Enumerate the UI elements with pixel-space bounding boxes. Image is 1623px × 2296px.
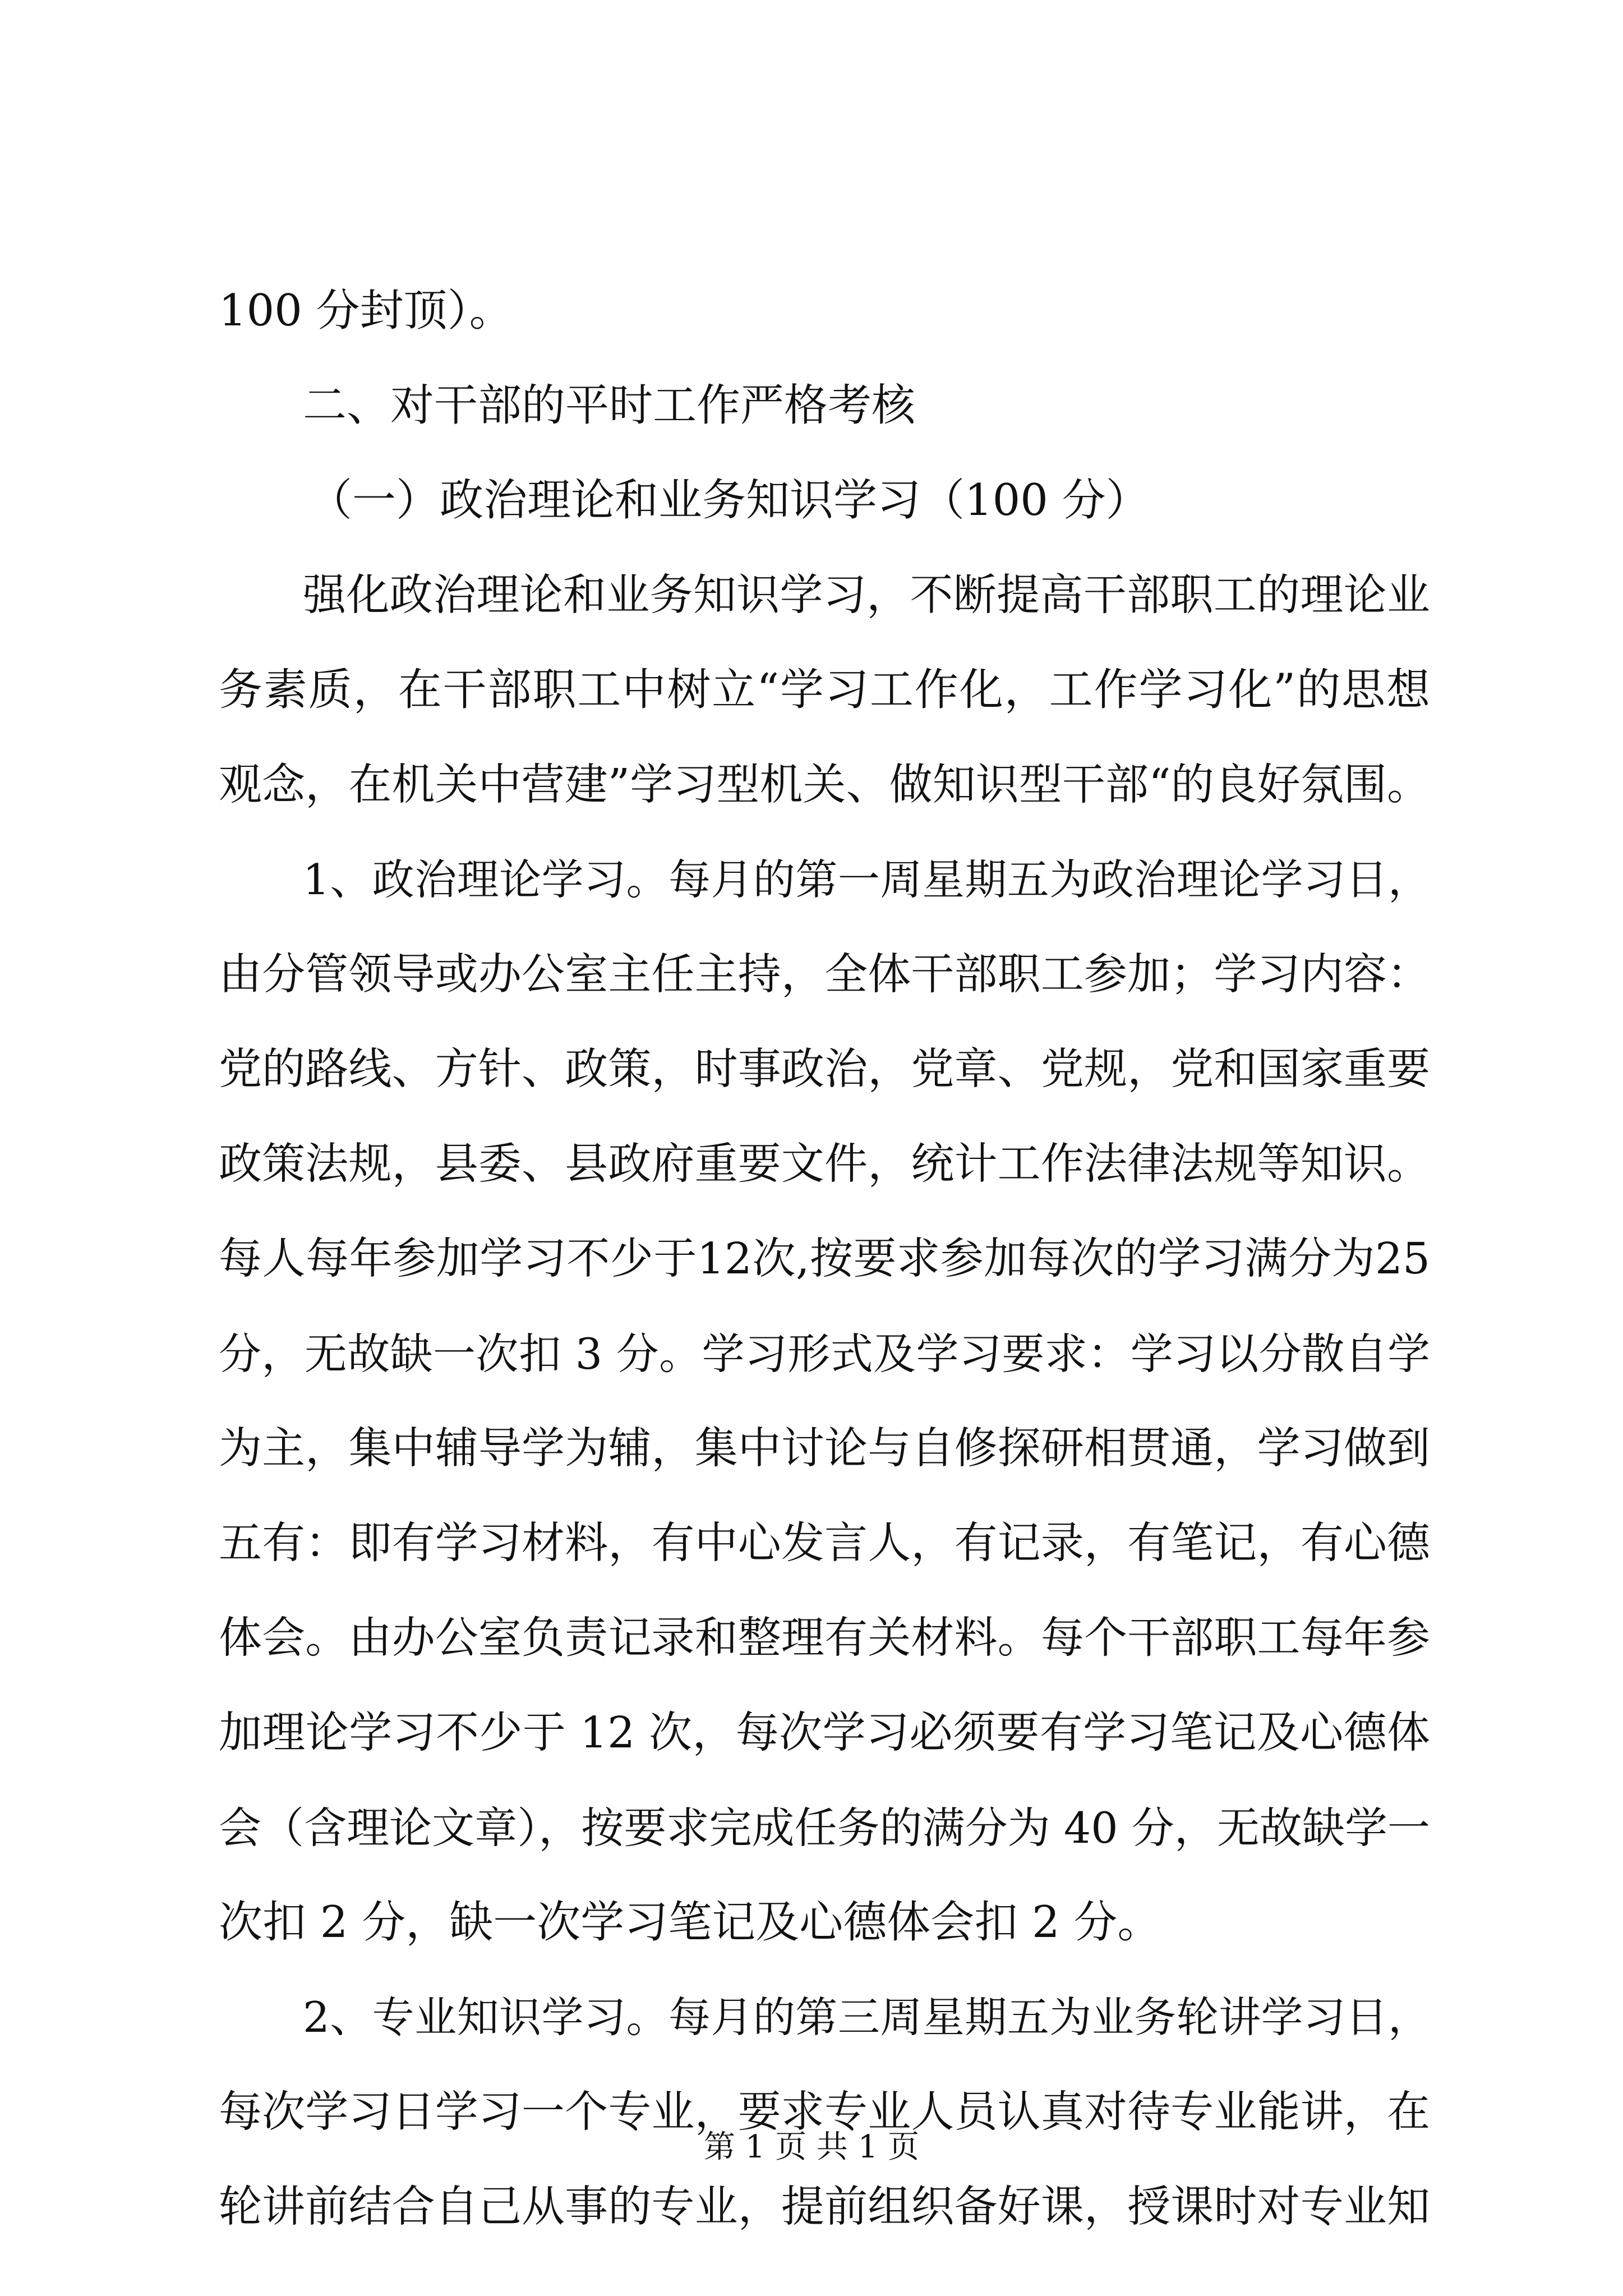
text-line: （一）政治理论和业务知识学习（100 分）: [308, 475, 1150, 526]
document-body: [219, 264, 1430, 2254]
text-line: 为主，集中辅导学为辅，集中讨论与自修探研相贯通，学习做到: [219, 1424, 1430, 1474]
text-line: 观念，在机关中营建”学习型机关、做知识型干部“的良好氛围。: [219, 760, 1430, 810]
text-line: 1、政治理论学习。每月的第一周星期五为政治理论学习日，: [303, 855, 1430, 904]
text-line: 强化政治理论和业务知识学习，不断提高干部职工的理论业: [303, 570, 1430, 620]
page-footer: 第 1 页 共 1 页: [703, 2129, 920, 2165]
text-line: 会（含理论文章），按要求完成任务的满分为 40 分，无故缺学一: [219, 1803, 1430, 1853]
text-line: 党的路线、方针、政策，时事政治，党章、党规，党和国家重要: [219, 1045, 1430, 1094]
text-line: 轮讲前结合自己从事的专业，提前组织备好课，授课时对专业知: [219, 2182, 1430, 2232]
text-line: 2、专业知识学习。每月的第三周星期五为业务轮讲学习日，: [303, 1993, 1430, 2042]
text-line: 加理论学习不少于 12 次，每次学习必须要有学习笔记及心德体: [219, 1708, 1430, 1758]
text-line: 次扣 2 分，缺一次学习笔记及心德体会扣 2 分。: [219, 1897, 1161, 1948]
text-line: 务素质，在干部职工中树立“学习工作化，工作学习化”的思想: [219, 665, 1430, 715]
text-line: 二、对干部的平时工作严格考核: [303, 380, 916, 431]
text-line: 体会。由办公室负责记录和整理有关材料。每个干部职工每年参: [219, 1613, 1430, 1663]
text-line: 五有：即有学习材料，有中心发言人，有记录，有笔记，有心德: [219, 1519, 1430, 1568]
text-line: 分，无故缺一次扣 3 分。学习形式及学习要求：学习以分散自学: [219, 1329, 1430, 1379]
text-line: 由分管领导或办公室主任主持，全体干部职工参加；学习内容：: [219, 950, 1430, 1000]
text-line: 每人每年参加学习不少于12次,按要求参加每次的学习满分为25: [219, 1234, 1430, 1284]
text-line: 每次学习日学习一个专业，要求专业人员认真对待专业能讲，在: [219, 2087, 1430, 2137]
text-line: 政策法规，县委、县政府重要文件，统计工作法律法规等知识。: [219, 1139, 1430, 1189]
text-line: 100 分封顶）。: [219, 286, 513, 336]
